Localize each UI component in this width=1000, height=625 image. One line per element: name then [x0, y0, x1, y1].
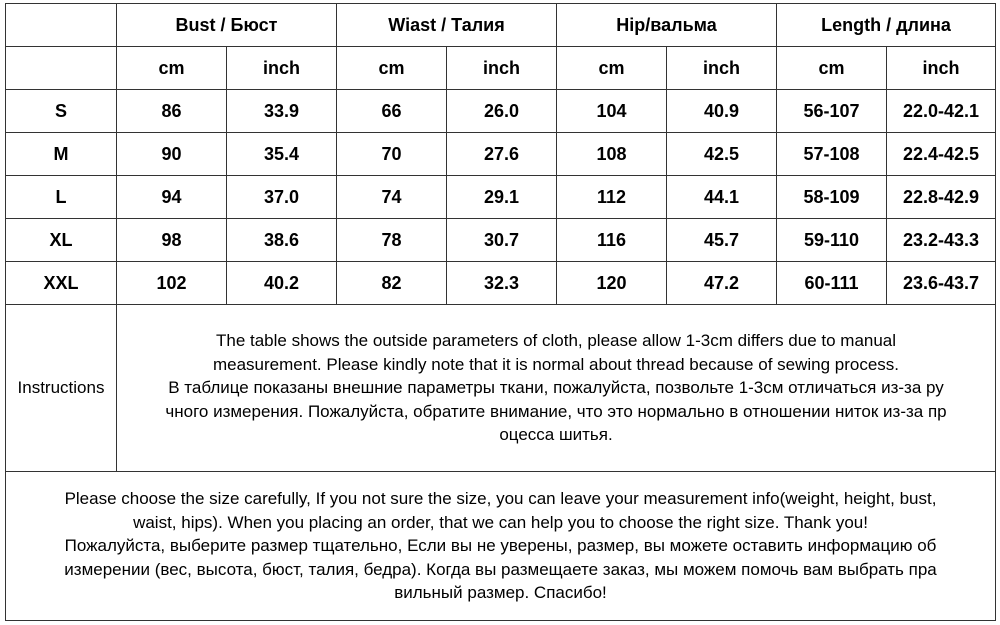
measurement-cell: 23.2-43.3 [887, 219, 996, 262]
measurement-cell: 40.9 [667, 90, 777, 133]
measurement-cell: 47.2 [667, 262, 777, 305]
measurement-cell: 40.2 [227, 262, 337, 305]
units-corner-cell [6, 47, 117, 90]
instructions-line: The table shows the outside parameters of cloth, please allow 1-3cm differs due to manual [215, 331, 897, 351]
unit-cell: cm [337, 47, 447, 90]
instructions-label: Instructions [6, 305, 117, 472]
measurement-cell: 78 [337, 219, 447, 262]
header-length: Length / длина [777, 4, 996, 47]
unit-cell: cm [557, 47, 667, 90]
header-row [6, 4, 996, 47]
measurement-cell: 30.7 [447, 219, 557, 262]
measurement-cell: 33.9 [227, 90, 337, 133]
instructions-line: В таблице показаны внешние параметры ткани, пожалуйста, позвольте 1-3см отличаться из-за ру [168, 378, 944, 398]
table-row [6, 90, 996, 133]
size-chart-table [5, 3, 996, 621]
unit-cell: inch [887, 47, 996, 90]
size-label: XL [6, 219, 117, 262]
measurement-cell: 98 [117, 219, 227, 262]
corner-cell [6, 4, 117, 47]
measurement-cell: 90 [117, 133, 227, 176]
measurement-cell: 57-108 [777, 133, 887, 176]
instructions-line: чного измерения. Пожалуйста, обратите внимание, что это нормально в отношении ниток из-за пр [165, 401, 947, 421]
measurement-cell: 45.7 [667, 219, 777, 262]
unit-cell: inch [447, 47, 557, 90]
measurement-cell: 59-110 [777, 219, 887, 262]
instructions-row [6, 305, 996, 472]
measurement-cell: 60-111 [777, 262, 887, 305]
note-line: вильный размер. Спасибо! [394, 583, 607, 603]
measurement-cell: 108 [557, 133, 667, 176]
measurement-cell: 42.5 [667, 133, 777, 176]
measurement-cell: 22.0-42.1 [887, 90, 996, 133]
measurement-cell: 26.0 [447, 90, 557, 133]
units-row [6, 47, 996, 90]
note-row [6, 472, 996, 621]
measurement-cell: 23.6-43.7 [887, 262, 996, 305]
measurement-cell: 116 [557, 219, 667, 262]
table-row [6, 262, 996, 305]
unit-cell: cm [777, 47, 887, 90]
measurement-cell: 27.6 [447, 133, 557, 176]
measurement-cell: 35.4 [227, 133, 337, 176]
measurement-cell: 94 [117, 176, 227, 219]
note-line: Please choose the size carefully, If you not sure the size, you can leave your measurement info(weight, height, bust, [64, 489, 937, 509]
note-line: waist, hips). When you placing an order, that we can help you to choose the right size. Thank you! [133, 512, 868, 532]
note-line: измерении (вес, высота, бюст, талия, бедра). Когда вы размещаете заказ, мы можем помочь вам выбрать пра [64, 559, 937, 579]
measurement-cell: 104 [557, 90, 667, 133]
measurement-cell: 22.4-42.5 [887, 133, 996, 176]
instructions-line: measurement. Please kindly note that it is normal about thread because of sewing process. [212, 354, 900, 374]
size-note [6, 472, 996, 621]
table-row [6, 176, 996, 219]
measurement-cell: 74 [337, 176, 447, 219]
instructions-line: оцесса шитья. [499, 425, 613, 445]
measurement-cell: 66 [337, 90, 447, 133]
measurement-cell: 82 [337, 262, 447, 305]
measurement-cell: 22.8-42.9 [887, 176, 996, 219]
measurement-cell: 86 [117, 90, 227, 133]
measurement-cell: 112 [557, 176, 667, 219]
header-hip: Hip/вальма [557, 4, 777, 47]
unit-cell: cm [117, 47, 227, 90]
instructions-text [117, 305, 996, 472]
measurement-cell: 70 [337, 133, 447, 176]
measurement-cell: 32.3 [447, 262, 557, 305]
note-line: Пожалуйста, выберите размер тщательно, Если вы не уверены, размер, вы можете оставить информацию об [64, 536, 937, 556]
measurement-cell: 120 [557, 262, 667, 305]
measurement-cell: 58-109 [777, 176, 887, 219]
measurement-cell: 29.1 [447, 176, 557, 219]
table-row [6, 133, 996, 176]
measurement-cell: 102 [117, 262, 227, 305]
header-waist: Wiast / Талия [337, 4, 557, 47]
measurement-cell: 56-107 [777, 90, 887, 133]
size-label: M [6, 133, 117, 176]
size-label: S [6, 90, 117, 133]
measurement-cell: 44.1 [667, 176, 777, 219]
measurement-cell: 37.0 [227, 176, 337, 219]
table-row [6, 219, 996, 262]
header-bust: Bust / Бюст [117, 4, 337, 47]
measurement-cell: 38.6 [227, 219, 337, 262]
size-label: L [6, 176, 117, 219]
size-label: XXL [6, 262, 117, 305]
unit-cell: inch [227, 47, 337, 90]
unit-cell: inch [667, 47, 777, 90]
